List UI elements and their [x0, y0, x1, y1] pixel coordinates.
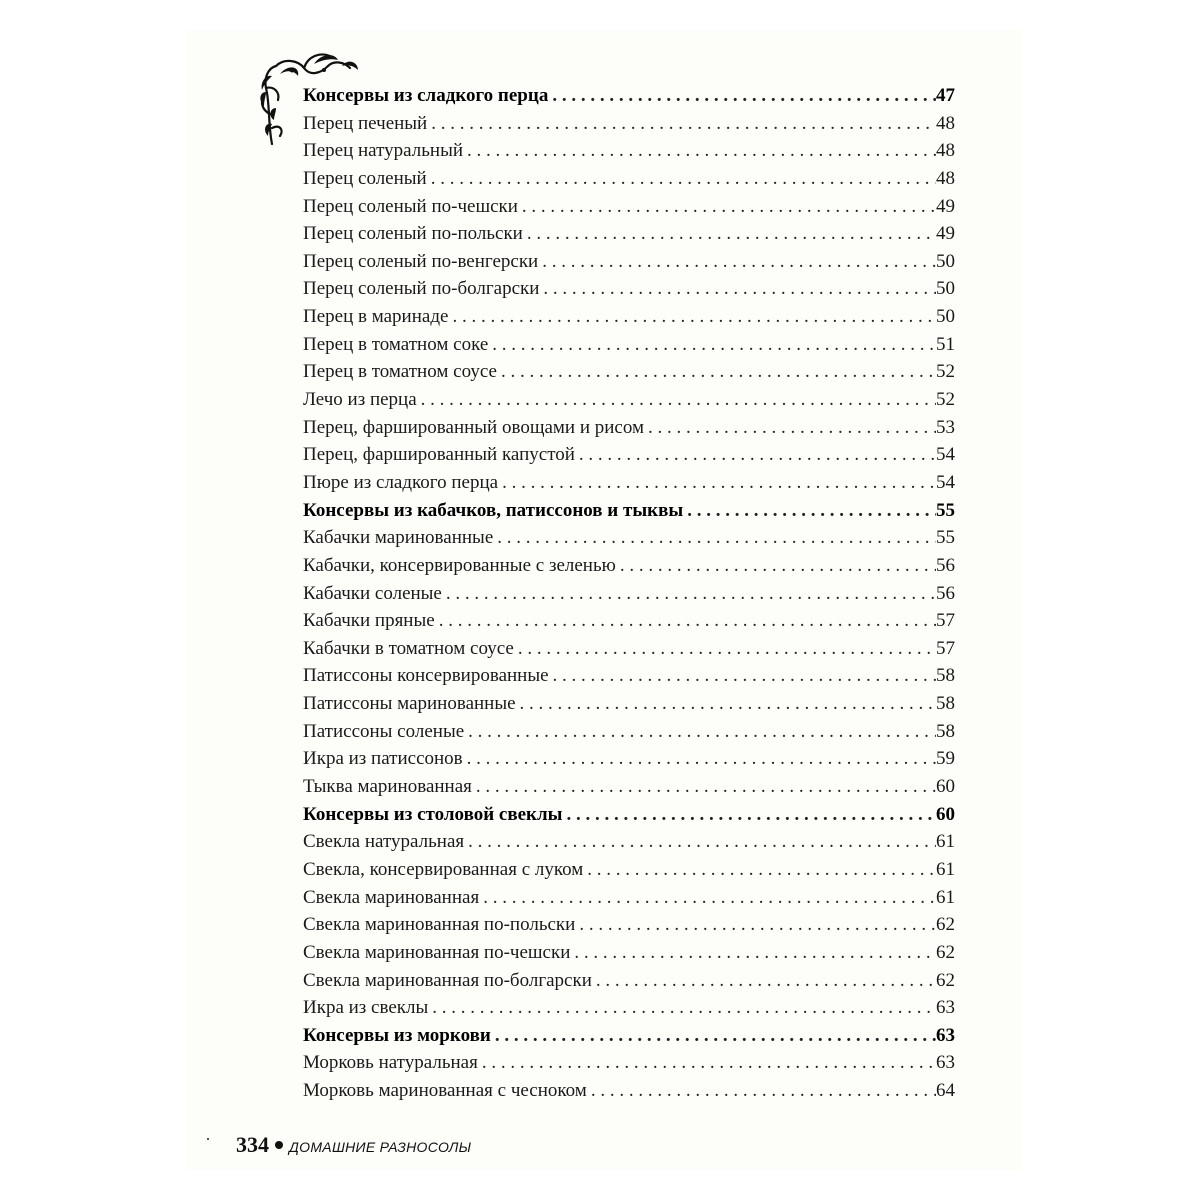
dot-leader	[468, 718, 936, 746]
toc-entry-page: 62	[936, 969, 955, 991]
dot-leader	[520, 690, 936, 718]
toc-entry	[303, 828, 955, 856]
bullet-icon	[275, 1141, 283, 1149]
toc-entry-page: 61	[936, 858, 955, 880]
toc-entry	[303, 137, 955, 165]
toc-entry-page: 55	[936, 499, 955, 521]
toc-entry-title: Перец соленый по-чешски	[303, 195, 518, 217]
toc-entry	[303, 607, 955, 635]
toc-entry-page: 61	[936, 831, 955, 853]
toc-entry-page: 56	[936, 582, 955, 604]
toc-entry-title: Перец в маринаде	[303, 306, 449, 328]
toc-entry	[303, 718, 955, 746]
dot-leader	[495, 1022, 936, 1050]
toc-entry-title: Консервы из моркови	[303, 1024, 491, 1046]
toc-entry-title: Перец, фаршированный овощами и рисом	[303, 416, 644, 438]
toc-entry-page: 50	[936, 278, 955, 300]
toc-entry-title: Патиссоны маринованные	[303, 693, 516, 715]
toc-entry-title: Перец соленый по-венгерски	[303, 250, 539, 272]
toc-entry-title: Консервы из столовой свеклы	[303, 803, 563, 825]
toc-entry-page: 49	[936, 223, 955, 245]
dot-leader	[439, 607, 936, 635]
toc-entry	[303, 414, 955, 442]
toc-entry	[303, 580, 955, 608]
toc-entry	[303, 552, 955, 580]
page-number: 334	[236, 1132, 269, 1157]
dot-leader	[483, 884, 936, 912]
dot-leader	[482, 1049, 936, 1077]
toc-entry-page: 50	[936, 250, 955, 272]
toc-entry-page: 58	[936, 720, 955, 742]
toc-entry-page: 50	[936, 306, 955, 328]
toc-entry-page: 47	[936, 85, 955, 106]
toc-entry-page: 57	[936, 637, 955, 659]
toc-entry-title: Икра из свеклы	[303, 997, 429, 1019]
toc-entry-title: Пюре из сладкого перца	[303, 471, 499, 493]
dot-leader	[452, 303, 936, 331]
dot-leader	[431, 110, 936, 138]
toc-entry-page: 49	[936, 195, 955, 217]
dot-leader	[543, 275, 936, 303]
toc-entry	[303, 967, 955, 995]
dot-leader	[432, 994, 936, 1022]
dot-leader	[502, 469, 936, 497]
toc-entry	[303, 386, 955, 414]
toc-entry-page: 58	[936, 693, 955, 715]
toc-section-entry	[303, 82, 955, 110]
table-of-contents	[303, 82, 955, 1105]
toc-entry-page: 60	[936, 803, 955, 825]
toc-entry-page: 53	[936, 416, 955, 438]
toc-entry	[303, 884, 955, 912]
toc-entry	[303, 275, 955, 303]
toc-entry	[303, 524, 955, 552]
toc-entry-page: 63	[936, 1052, 955, 1074]
toc-entry	[303, 248, 955, 276]
dot-leader	[553, 662, 936, 690]
dot-leader	[566, 801, 936, 829]
toc-entry	[303, 773, 955, 801]
dot-leader	[497, 524, 936, 552]
toc-entry-title: Свекла маринованная по-болгарски	[303, 969, 592, 991]
toc-entry-title: Свекла натуральная	[303, 831, 465, 853]
toc-entry	[303, 193, 955, 221]
dot-leader	[522, 193, 936, 221]
toc-entry	[303, 358, 955, 386]
dot-leader	[467, 745, 936, 773]
dot-leader	[468, 828, 936, 856]
toc-entry-page: 51	[936, 333, 955, 355]
toc-entry-page: 48	[936, 167, 955, 189]
toc-entry-page: 52	[936, 361, 955, 383]
toc-entry-title: Морковь маринованная с чесноком	[303, 1080, 587, 1102]
toc-entry-page: 48	[936, 140, 955, 162]
toc-entry	[303, 662, 955, 690]
toc-entry-page: 62	[936, 941, 955, 963]
toc-entry	[303, 441, 955, 469]
toc-entry-title: Перец соленый по-болгарски	[303, 278, 540, 300]
toc-entry-title: Консервы из кабачков, патиссонов и тыквы	[303, 499, 684, 521]
toc-entry-page: 61	[936, 886, 955, 908]
dot-leader	[431, 165, 936, 193]
toc-entry-page: 56	[936, 554, 955, 576]
toc-entry-title: Патиссоны консервированные	[303, 665, 549, 687]
toc-entry-page: 48	[936, 112, 955, 134]
dot-leader	[518, 635, 936, 663]
toc-entry-title: Патиссоны соленые	[303, 720, 465, 742]
toc-entry	[303, 911, 955, 939]
dot-leader	[648, 414, 936, 442]
dot-leader	[446, 580, 936, 608]
toc-entry-title: Перец в томатном соусе	[303, 361, 497, 383]
dot-leader	[687, 497, 936, 525]
toc-entry	[303, 165, 955, 193]
toc-entry	[303, 994, 955, 1022]
toc-entry-page: 54	[936, 444, 955, 466]
toc-entry	[303, 1049, 955, 1077]
dot-leader	[591, 1077, 936, 1105]
dot-leader	[579, 441, 936, 469]
dot-leader	[542, 248, 936, 276]
toc-section-entry	[303, 801, 955, 829]
toc-entry-page: 63	[936, 1024, 955, 1046]
toc-entry-title: Перец натуральный	[303, 140, 464, 162]
dot-leader	[620, 552, 936, 580]
toc-entry	[303, 220, 955, 248]
toc-section-entry	[303, 1022, 955, 1050]
toc-entry-title: Лечо из перца	[303, 389, 417, 411]
toc-entry-title: Икра из патиссонов	[303, 748, 463, 770]
dot-leader	[467, 137, 936, 165]
toc-entry-page: 64	[936, 1080, 955, 1102]
toc-entry-page: 63	[936, 997, 955, 1019]
toc-entry-title: Консервы из сладкого перца	[303, 85, 549, 106]
toc-entry-title: Перец соленый по-польски	[303, 223, 523, 245]
toc-entry-title: Кабачки пряные	[303, 610, 435, 632]
toc-entry	[303, 469, 955, 497]
toc-entry-title: Кабачки маринованные	[303, 527, 494, 549]
toc-entry-title: Кабачки в томатном соусе	[303, 637, 514, 659]
dot-leader	[587, 856, 936, 884]
toc-entry-title: Морковь натуральная	[303, 1052, 478, 1074]
toc-entry-page: 60	[936, 776, 955, 798]
dot-leader	[552, 82, 936, 110]
toc-entry-page: 52	[936, 389, 955, 411]
toc-entry-page: 58	[936, 665, 955, 687]
toc-entry	[303, 303, 955, 331]
toc-entry	[303, 745, 955, 773]
toc-entry-page: 57	[936, 610, 955, 632]
dot-leader	[574, 939, 936, 967]
toc-entry	[303, 635, 955, 663]
toc-section-entry	[303, 497, 955, 525]
dot-leader	[579, 911, 936, 939]
toc-entry-title: Свекла маринованная	[303, 886, 480, 908]
toc-entry-page: 55	[936, 527, 955, 549]
toc-entry-title: Свекла маринованная по-польски	[303, 914, 576, 936]
running-title: ДОМАШНИЕ РАЗНОСОЛЫ	[289, 1139, 472, 1155]
dot-leader	[421, 386, 936, 414]
toc-entry	[303, 1077, 955, 1105]
toc-entry-title: Перец соленый	[303, 167, 427, 189]
toc-entry-title: Тыква маринованная	[303, 776, 472, 798]
dot-leader	[596, 967, 936, 995]
toc-entry-page: 62	[936, 914, 955, 936]
page-mark	[207, 1138, 209, 1140]
toc-entry-title: Кабачки соленые	[303, 582, 442, 604]
toc-entry	[303, 856, 955, 884]
dot-leader	[501, 358, 936, 386]
toc-entry-page: 59	[936, 748, 955, 770]
toc-entry	[303, 690, 955, 718]
toc-entry	[303, 939, 955, 967]
toc-entry-title: Перец печеный	[303, 112, 428, 134]
page-footer	[236, 1132, 471, 1158]
toc-entry-title: Перец, фаршированный капустой	[303, 444, 575, 466]
toc-entry-title: Свекла, консервированная с луком	[303, 858, 584, 880]
dot-leader	[527, 220, 936, 248]
toc-entry	[303, 110, 955, 138]
toc-entry-title: Кабачки, консервированные с зеленью	[303, 554, 616, 576]
toc-entry	[303, 331, 955, 359]
dot-leader	[476, 773, 936, 801]
dot-leader	[492, 331, 936, 359]
toc-entry-title: Свекла маринованная по-чешски	[303, 941, 571, 963]
toc-entry-page: 54	[936, 471, 955, 493]
toc-entry-title: Перец в томатном соке	[303, 333, 489, 355]
